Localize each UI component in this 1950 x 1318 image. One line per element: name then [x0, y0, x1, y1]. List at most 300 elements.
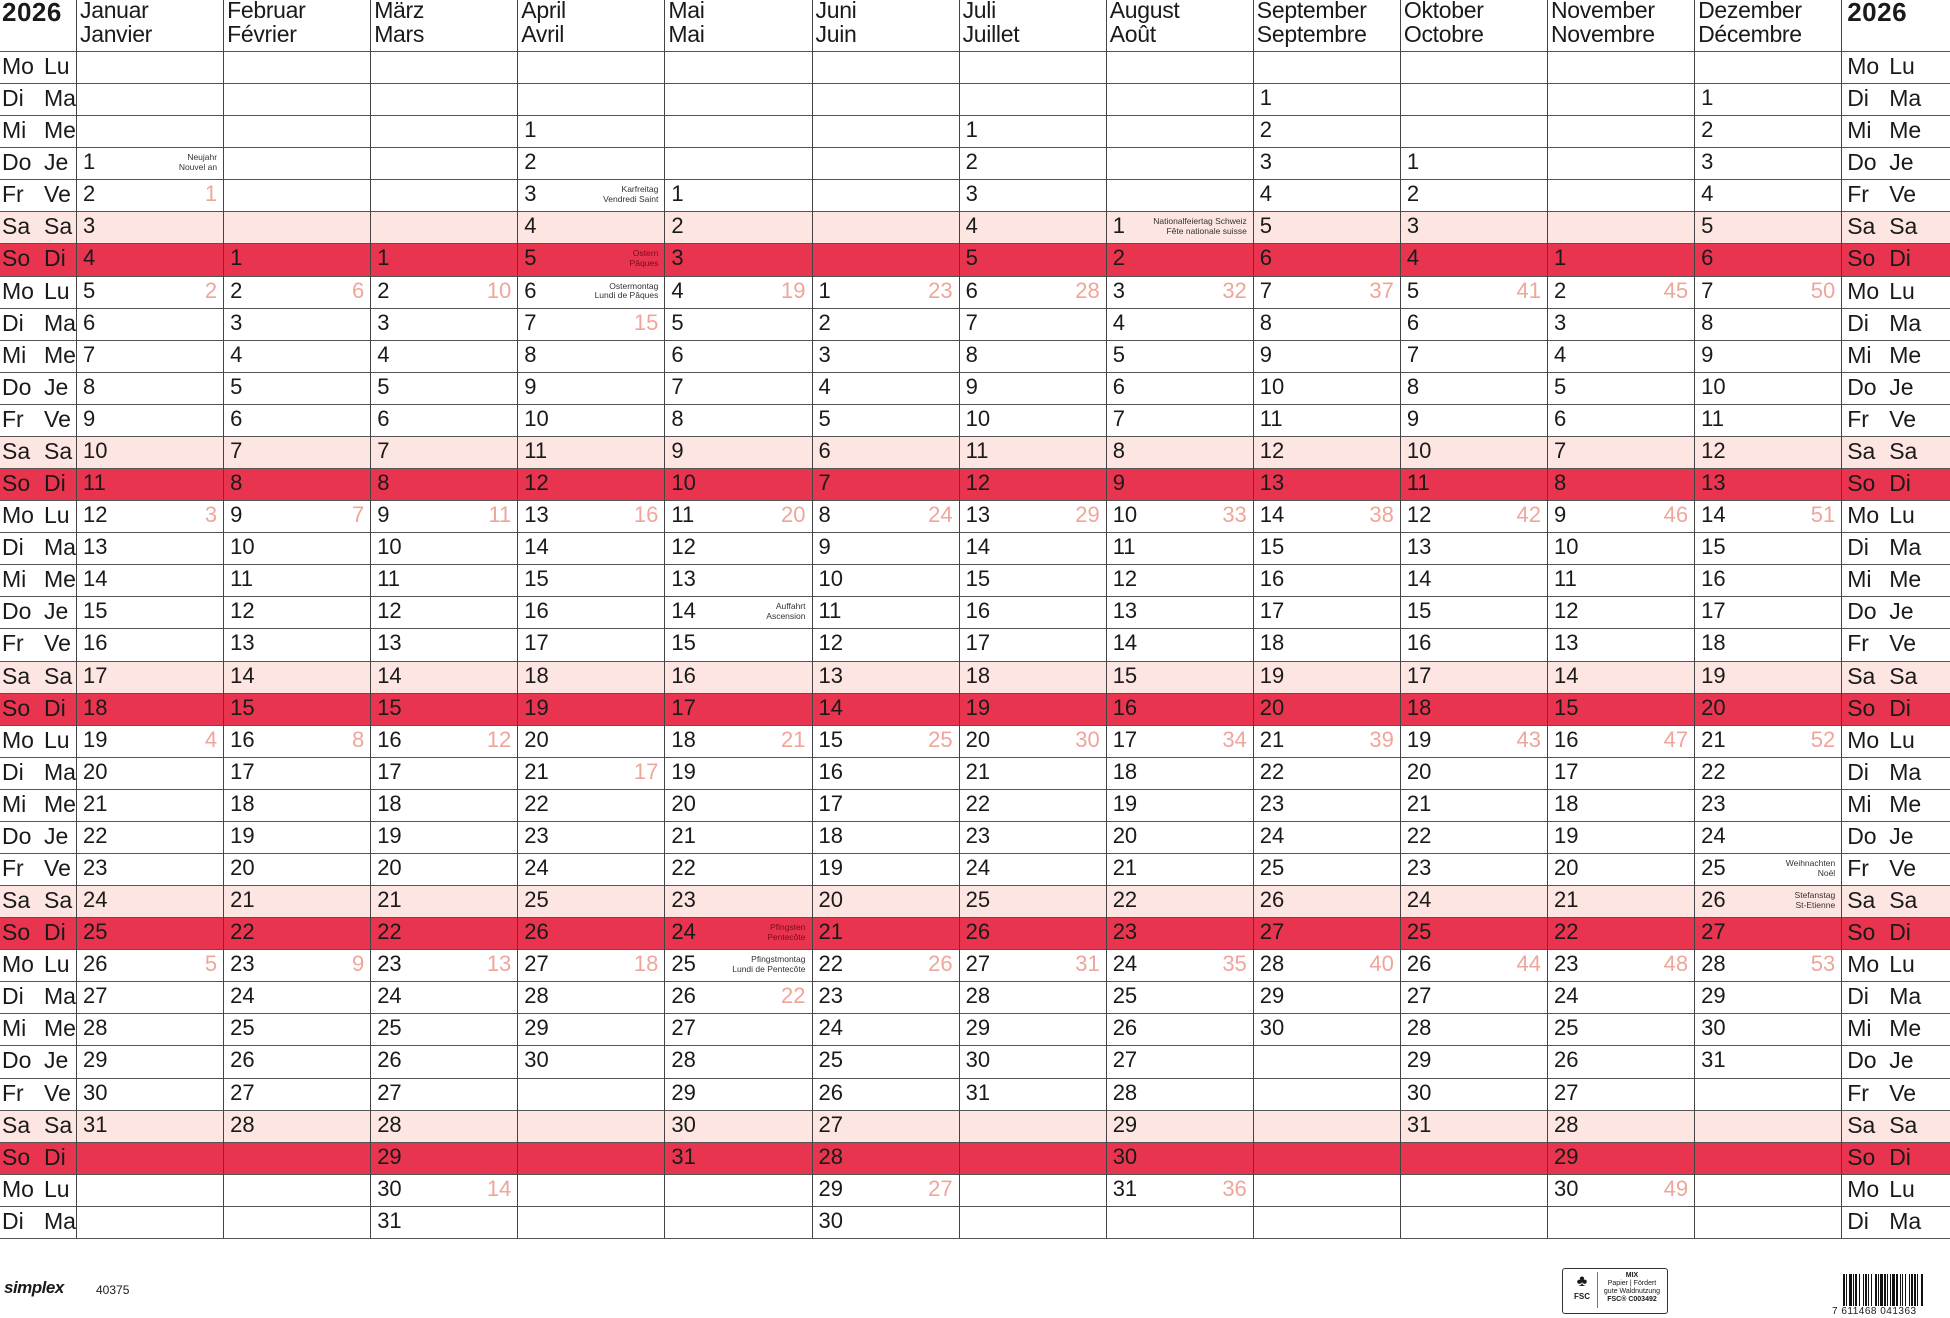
week-number: 17	[633, 758, 659, 784]
day-number: 30	[1406, 1079, 1432, 1105]
day-number: 25	[1406, 919, 1432, 945]
year-label-left: 2026	[2, 0, 62, 27]
column-divider	[517, 0, 518, 1238]
barcode-bar	[1905, 1274, 1906, 1306]
day-number: 11	[377, 566, 401, 592]
barcode-bar	[1880, 1274, 1883, 1306]
day-number: 8	[230, 470, 243, 496]
day-number: 4	[83, 245, 96, 271]
day-number: 17	[1554, 758, 1579, 784]
day-number: 31	[377, 1207, 402, 1233]
weekday-de-left: Mo	[2, 277, 34, 304]
day-number: 28	[818, 1143, 843, 1169]
weekday-fr-right: Me	[1889, 566, 1922, 593]
day-number: 2	[377, 277, 390, 303]
weekday-de-left: Mi	[2, 1015, 27, 1042]
day-number: 8	[1112, 437, 1125, 463]
week-number: 11	[488, 502, 512, 528]
day-number: 20	[1701, 694, 1726, 720]
barcode-icon	[1842, 1274, 1948, 1306]
week-number: 21	[781, 726, 806, 752]
holiday-label	[553, 282, 658, 301]
row-divider	[0, 1238, 1950, 1239]
day-number: 31	[83, 1111, 108, 1137]
weekday-fr-right: Je	[1889, 149, 1914, 176]
day-number: 14	[671, 598, 696, 624]
weekday-de-left: Mi	[2, 341, 27, 368]
column-divider	[1547, 0, 1548, 1238]
week-number: 25	[928, 726, 953, 752]
weekday-de-right: Di	[1847, 309, 1869, 336]
day-number: 26	[1701, 887, 1726, 913]
day-number: 21	[1406, 790, 1432, 816]
holiday-name-fr: Pâques	[629, 257, 659, 268]
holiday-label	[701, 602, 806, 621]
weekday-de-left: Sa	[2, 213, 31, 240]
holiday-label	[701, 923, 806, 942]
day-number: 24	[83, 887, 108, 913]
weekday-de-right: So	[1847, 1143, 1876, 1170]
day-number: 5	[818, 405, 831, 431]
day-number: 8	[1554, 470, 1567, 496]
weekday-fr-right: Sa	[1889, 662, 1918, 689]
weekday-fr-left: Ve	[44, 630, 71, 657]
weekday-fr-left: Ma	[44, 758, 76, 785]
day-number: 28	[1701, 951, 1726, 977]
week-number: 29	[1075, 502, 1100, 528]
weekday-fr-left: Je	[44, 598, 69, 625]
weekday-fr-right: Ma	[1889, 1207, 1922, 1234]
day-number: 11	[1406, 470, 1430, 496]
weekday-de-right: Do	[1847, 373, 1877, 400]
day-number: 18	[377, 790, 402, 816]
week-number: 20	[781, 502, 806, 528]
day-number: 16	[671, 662, 696, 688]
day-number: 1	[83, 149, 96, 175]
day-number: 25	[230, 1015, 255, 1041]
week-number: 30	[1075, 726, 1100, 752]
month-name-fr: Février	[227, 21, 297, 47]
day-number: 6	[1259, 245, 1273, 271]
day-number: 4	[524, 213, 537, 239]
day-number: 22	[83, 822, 108, 848]
weekday-fr-right: Sa	[1889, 887, 1918, 914]
day-number: 18	[1259, 630, 1285, 656]
day-number: 1	[1554, 245, 1567, 271]
day-number: 16	[818, 758, 843, 784]
day-number: 21	[524, 758, 549, 784]
day-number: 14	[1112, 630, 1138, 656]
day-number: 26	[1554, 1047, 1579, 1073]
day-number: 15	[1554, 694, 1579, 720]
day-number: 12	[230, 598, 255, 624]
day-number: 14	[230, 662, 255, 688]
day-number: 22	[230, 919, 255, 945]
day-number: 10	[83, 437, 108, 463]
day-number: 25	[1112, 983, 1138, 1009]
fsc-tree-icon: ♣ FSC	[1567, 1272, 1598, 1308]
week-number: 38	[1369, 502, 1394, 528]
day-number: 4	[818, 373, 831, 399]
day-number: 3	[1112, 277, 1125, 303]
day-number: 6	[671, 341, 684, 367]
day-number: 17	[965, 630, 991, 656]
day-number: 1	[671, 181, 684, 207]
weekday-fr-left: Me	[44, 341, 76, 368]
day-number: 22	[1406, 822, 1432, 848]
day-number: 21	[1259, 726, 1285, 752]
day-number: 12	[1259, 437, 1285, 463]
day-number: 30	[965, 1047, 991, 1073]
day-number: 7	[377, 437, 390, 463]
day-number: 8	[1406, 373, 1420, 399]
day-number: 7	[671, 373, 684, 399]
month-name-fr: Janvier	[80, 21, 153, 47]
day-number: 6	[230, 405, 243, 431]
day-number: 15	[83, 598, 108, 624]
day-number: 23	[1701, 790, 1726, 816]
day-number: 1	[377, 245, 390, 271]
holiday-name-fr: St-Etienne	[1795, 899, 1836, 910]
weekday-fr-left: Di	[44, 245, 66, 272]
day-number: 29	[818, 1175, 843, 1201]
day-number: 29	[83, 1047, 108, 1073]
month-name-de: März	[374, 0, 425, 23]
day-number: 3	[1259, 149, 1273, 175]
day-number: 12	[818, 630, 843, 656]
day-number: 27	[1112, 1047, 1138, 1073]
day-number: 2	[1112, 245, 1125, 271]
day-number: 19	[965, 694, 991, 720]
weekday-fr-left: Sa	[44, 437, 73, 464]
weekday-de-left: Mi	[2, 790, 27, 817]
day-number: 28	[1554, 1111, 1579, 1137]
month-name-fr: Septembre	[1256, 21, 1367, 47]
day-number: 29	[671, 1079, 696, 1105]
holiday-name-fr: Pentecôte	[767, 931, 806, 942]
weekday-fr-left: Lu	[44, 502, 70, 529]
day-number: 26	[230, 1047, 255, 1073]
holiday-label	[553, 185, 658, 204]
weekday-fr-left: Ve	[44, 181, 71, 208]
weekday-de-right: Fr	[1847, 855, 1869, 881]
column-divider	[1694, 0, 1695, 1238]
day-number: 13	[377, 630, 402, 656]
day-number: 17	[524, 630, 549, 656]
weekday-de-left: Sa	[2, 662, 31, 689]
barcode-bar	[1853, 1274, 1854, 1306]
weekday-fr-right: Me	[1889, 117, 1922, 144]
day-number: 29	[1406, 1047, 1432, 1073]
weekday-de-left: So	[2, 1143, 31, 1170]
day-number: 29	[377, 1143, 402, 1169]
day-number: 8	[671, 405, 684, 431]
day-number: 29	[1112, 1111, 1138, 1137]
week-number: 51	[1810, 502, 1836, 528]
barcode-bar	[1921, 1274, 1923, 1306]
weekday-de-right: Fr	[1847, 1079, 1869, 1106]
day-number: 23	[965, 822, 991, 848]
day-number: 15	[524, 566, 549, 592]
day-number: 9	[230, 502, 243, 528]
day-number: 20	[1259, 694, 1285, 720]
sunday-row	[0, 1142, 1950, 1174]
day-number: 28	[230, 1111, 255, 1137]
day-number: 24	[671, 919, 696, 945]
weekday-de-right: Mo	[1847, 726, 1880, 753]
day-number: 4	[1259, 181, 1273, 207]
weekday-de-left: Do	[2, 598, 32, 625]
day-number: 23	[377, 951, 402, 977]
day-number: 28	[83, 1015, 108, 1041]
weekday-de-left: Fr	[2, 405, 24, 432]
day-number: 16	[83, 630, 108, 656]
weekday-de-right: Mo	[1847, 502, 1880, 529]
barcode-bar	[1900, 1274, 1901, 1306]
weekday-de-right: Do	[1847, 1047, 1877, 1074]
weekday-fr-right: Lu	[1889, 502, 1915, 529]
day-number: 20	[818, 887, 843, 913]
day-number: 25	[83, 919, 108, 945]
day-number: 22	[1554, 919, 1579, 945]
day-number: 4	[1701, 181, 1714, 207]
day-number: 20	[671, 790, 696, 816]
weekday-de-left: Mo	[2, 502, 34, 529]
month-header	[374, 0, 424, 46]
month-header	[963, 0, 1020, 46]
column-divider	[223, 0, 224, 1238]
day-number: 24	[230, 983, 255, 1009]
month-name-de: August	[1109, 0, 1180, 23]
day-number: 3	[818, 341, 831, 367]
day-number: 8	[1259, 309, 1273, 335]
day-number: 2	[230, 277, 243, 303]
day-number: 12	[83, 502, 108, 528]
column-divider	[812, 0, 813, 1238]
day-number: 11	[1554, 566, 1577, 592]
day-number: 23	[524, 822, 549, 848]
week-number: 52	[1810, 726, 1836, 752]
day-number: 23	[230, 951, 255, 977]
month-name-de: Juli	[962, 0, 996, 23]
day-number: 3	[1406, 213, 1420, 239]
weekday-de-right: Sa	[1847, 887, 1876, 914]
day-number: 8	[818, 502, 831, 528]
day-number: 25	[1554, 1015, 1579, 1041]
day-number: 1	[1701, 85, 1714, 111]
weekday-fr-left: Ma	[44, 85, 76, 112]
holiday-name-de: Weihnachten	[1785, 858, 1836, 868]
day-number: 27	[524, 951, 549, 977]
weekday-de-left: Do	[2, 149, 32, 176]
day-number: 11	[1701, 405, 1724, 431]
day-number: 2	[1554, 277, 1567, 303]
day-number: 24	[1701, 822, 1726, 848]
weekday-de-left: So	[2, 694, 31, 721]
day-number: 16	[1259, 566, 1285, 592]
column-divider	[664, 0, 665, 1238]
day-number: 5	[83, 277, 96, 303]
day-number: 9	[377, 502, 390, 528]
day-number: 14	[1259, 502, 1285, 528]
barcode-bar	[1909, 1274, 1910, 1306]
barcode-bar	[1917, 1274, 1918, 1306]
day-number: 9	[1554, 502, 1567, 528]
month-name-fr: Mai	[668, 21, 705, 47]
day-number: 22	[1112, 887, 1138, 913]
barcode-bar	[1871, 1274, 1872, 1306]
week-number: 47	[1663, 726, 1689, 752]
weekday-fr-left: Sa	[44, 1111, 73, 1138]
holiday-name-de: Nationalfeiertag Schweiz	[1153, 216, 1247, 227]
holiday-name-fr: Nouvel an	[178, 161, 218, 172]
month-name-de: Februar	[227, 0, 306, 23]
day-number: 23	[1112, 919, 1138, 945]
day-number: 7	[1406, 341, 1420, 367]
day-number: 28	[1406, 1015, 1432, 1041]
weekday-fr-right: Me	[1889, 341, 1922, 368]
weekday-fr-left: Je	[44, 149, 69, 176]
holiday-name-fr: Vendredi Saint	[603, 193, 659, 204]
week-number: 7	[351, 502, 365, 528]
weekday-de-right: Fr	[1847, 630, 1869, 657]
day-number: 23	[1554, 951, 1579, 977]
weekday-de-right: Mo	[1847, 53, 1880, 79]
day-number: 19	[524, 694, 549, 720]
day-number: 12	[1554, 598, 1579, 624]
day-number: 20	[1554, 855, 1579, 880]
weekday-fr-right: Sa	[1889, 213, 1918, 240]
week-number: 41	[1516, 277, 1541, 303]
week-number: 13	[486, 951, 512, 977]
day-number: 17	[1701, 598, 1726, 624]
day-number: 29	[524, 1015, 549, 1041]
week-number: 36	[1222, 1175, 1247, 1201]
weekday-fr-left: Me	[44, 1015, 76, 1042]
day-number: 6	[1406, 309, 1420, 335]
day-number: 19	[1554, 822, 1579, 848]
day-number: 15	[1112, 662, 1138, 688]
day-number: 30	[818, 1207, 843, 1233]
holiday-name-de: Stefanstag	[1794, 890, 1836, 901]
barcode-bar	[1855, 1274, 1857, 1306]
month-header	[1110, 0, 1180, 46]
day-number: 21	[818, 919, 843, 945]
day-number: 26	[1112, 1015, 1138, 1041]
month-name-de: April	[521, 0, 566, 23]
day-number: 10	[1701, 373, 1726, 399]
week-number: 43	[1516, 726, 1541, 752]
column-divider	[76, 0, 77, 1238]
day-number: 25	[524, 887, 549, 913]
weekday-fr-left: Lu	[44, 726, 70, 753]
day-number: 7	[524, 309, 537, 335]
weekday-fr-right: Ve	[1889, 1079, 1917, 1106]
day-number: 27	[1406, 983, 1432, 1009]
weekday-de-left: So	[2, 245, 31, 272]
day-number: 18	[1112, 758, 1138, 784]
day-number: 16	[524, 598, 549, 624]
brand-logo: simplex	[4, 1278, 64, 1297]
barcode-number: 7 611468 041363	[1832, 1306, 1917, 1317]
day-number: 28	[965, 983, 991, 1009]
weekday-de-right: So	[1847, 470, 1876, 497]
month-name-de: November	[1551, 0, 1655, 23]
day-number: 25	[1701, 855, 1726, 880]
week-number: 14	[486, 1175, 512, 1201]
day-number: 27	[965, 951, 991, 977]
weekday-fr-right: Ma	[1889, 758, 1922, 785]
weekday-fr-right: Je	[1889, 598, 1914, 625]
day-number: 24	[1554, 983, 1579, 1009]
column-divider	[1106, 0, 1107, 1238]
month-name-fr: Novembre	[1551, 21, 1655, 47]
weekday-fr-left: Me	[44, 117, 76, 144]
day-number: 17	[1112, 726, 1138, 752]
day-number: 26	[818, 1079, 843, 1105]
day-number: 2	[965, 149, 978, 175]
day-number: 22	[377, 919, 402, 945]
day-number: 14	[965, 534, 991, 560]
weekday-de-right: Fr	[1847, 405, 1869, 432]
day-number: 25	[818, 1047, 843, 1073]
day-number: 11	[671, 502, 695, 528]
day-number: 4	[671, 277, 684, 303]
month-name-fr: Mars	[374, 21, 425, 47]
day-number: 5	[671, 309, 684, 335]
day-number: 2	[818, 309, 831, 335]
weekday-de-right: Sa	[1847, 662, 1876, 689]
weekday-de-right: Mo	[1847, 951, 1880, 978]
weekday-fr-right: Je	[1889, 822, 1914, 849]
holiday-label	[1730, 891, 1835, 910]
day-number: 30	[377, 1175, 402, 1201]
weekday-fr-right: Me	[1889, 1015, 1922, 1042]
barcode-bar	[1896, 1274, 1898, 1306]
week-number: 9	[351, 951, 365, 977]
weekday-de-left: Do	[2, 1047, 32, 1074]
day-number: 1	[965, 117, 978, 143]
weekday-de-left: Fr	[2, 1079, 24, 1106]
day-number: 20	[230, 855, 255, 880]
day-number: 26	[377, 1047, 402, 1073]
day-number: 30	[524, 1047, 549, 1073]
day-number: 9	[671, 437, 684, 463]
day-number: 13	[818, 662, 843, 688]
column-divider	[1253, 0, 1254, 1238]
day-number: 25	[1259, 855, 1285, 880]
year-label-right: 2026	[1847, 0, 1908, 27]
day-number: 9	[83, 405, 96, 431]
fsc-text-2: gute Waldnutzung	[1603, 1288, 1661, 1295]
article-number: 40375	[96, 1283, 130, 1297]
day-number: 18	[83, 694, 108, 720]
weekday-de-left: Sa	[2, 437, 31, 464]
day-number: 7	[818, 470, 831, 496]
day-number: 9	[524, 373, 537, 399]
day-number: 19	[1112, 790, 1138, 816]
weekday-de-right: Do	[1847, 598, 1877, 625]
day-number: 17	[818, 790, 843, 816]
day-number: 6	[524, 277, 537, 303]
weekday-de-left: So	[2, 470, 31, 497]
barcode-bar	[1863, 1274, 1864, 1306]
day-number: 22	[818, 951, 843, 977]
week-number: 6	[351, 277, 365, 303]
weekday-fr-right: Lu	[1889, 53, 1915, 79]
barcode-bar	[1859, 1274, 1860, 1306]
day-number: 7	[1554, 437, 1567, 463]
